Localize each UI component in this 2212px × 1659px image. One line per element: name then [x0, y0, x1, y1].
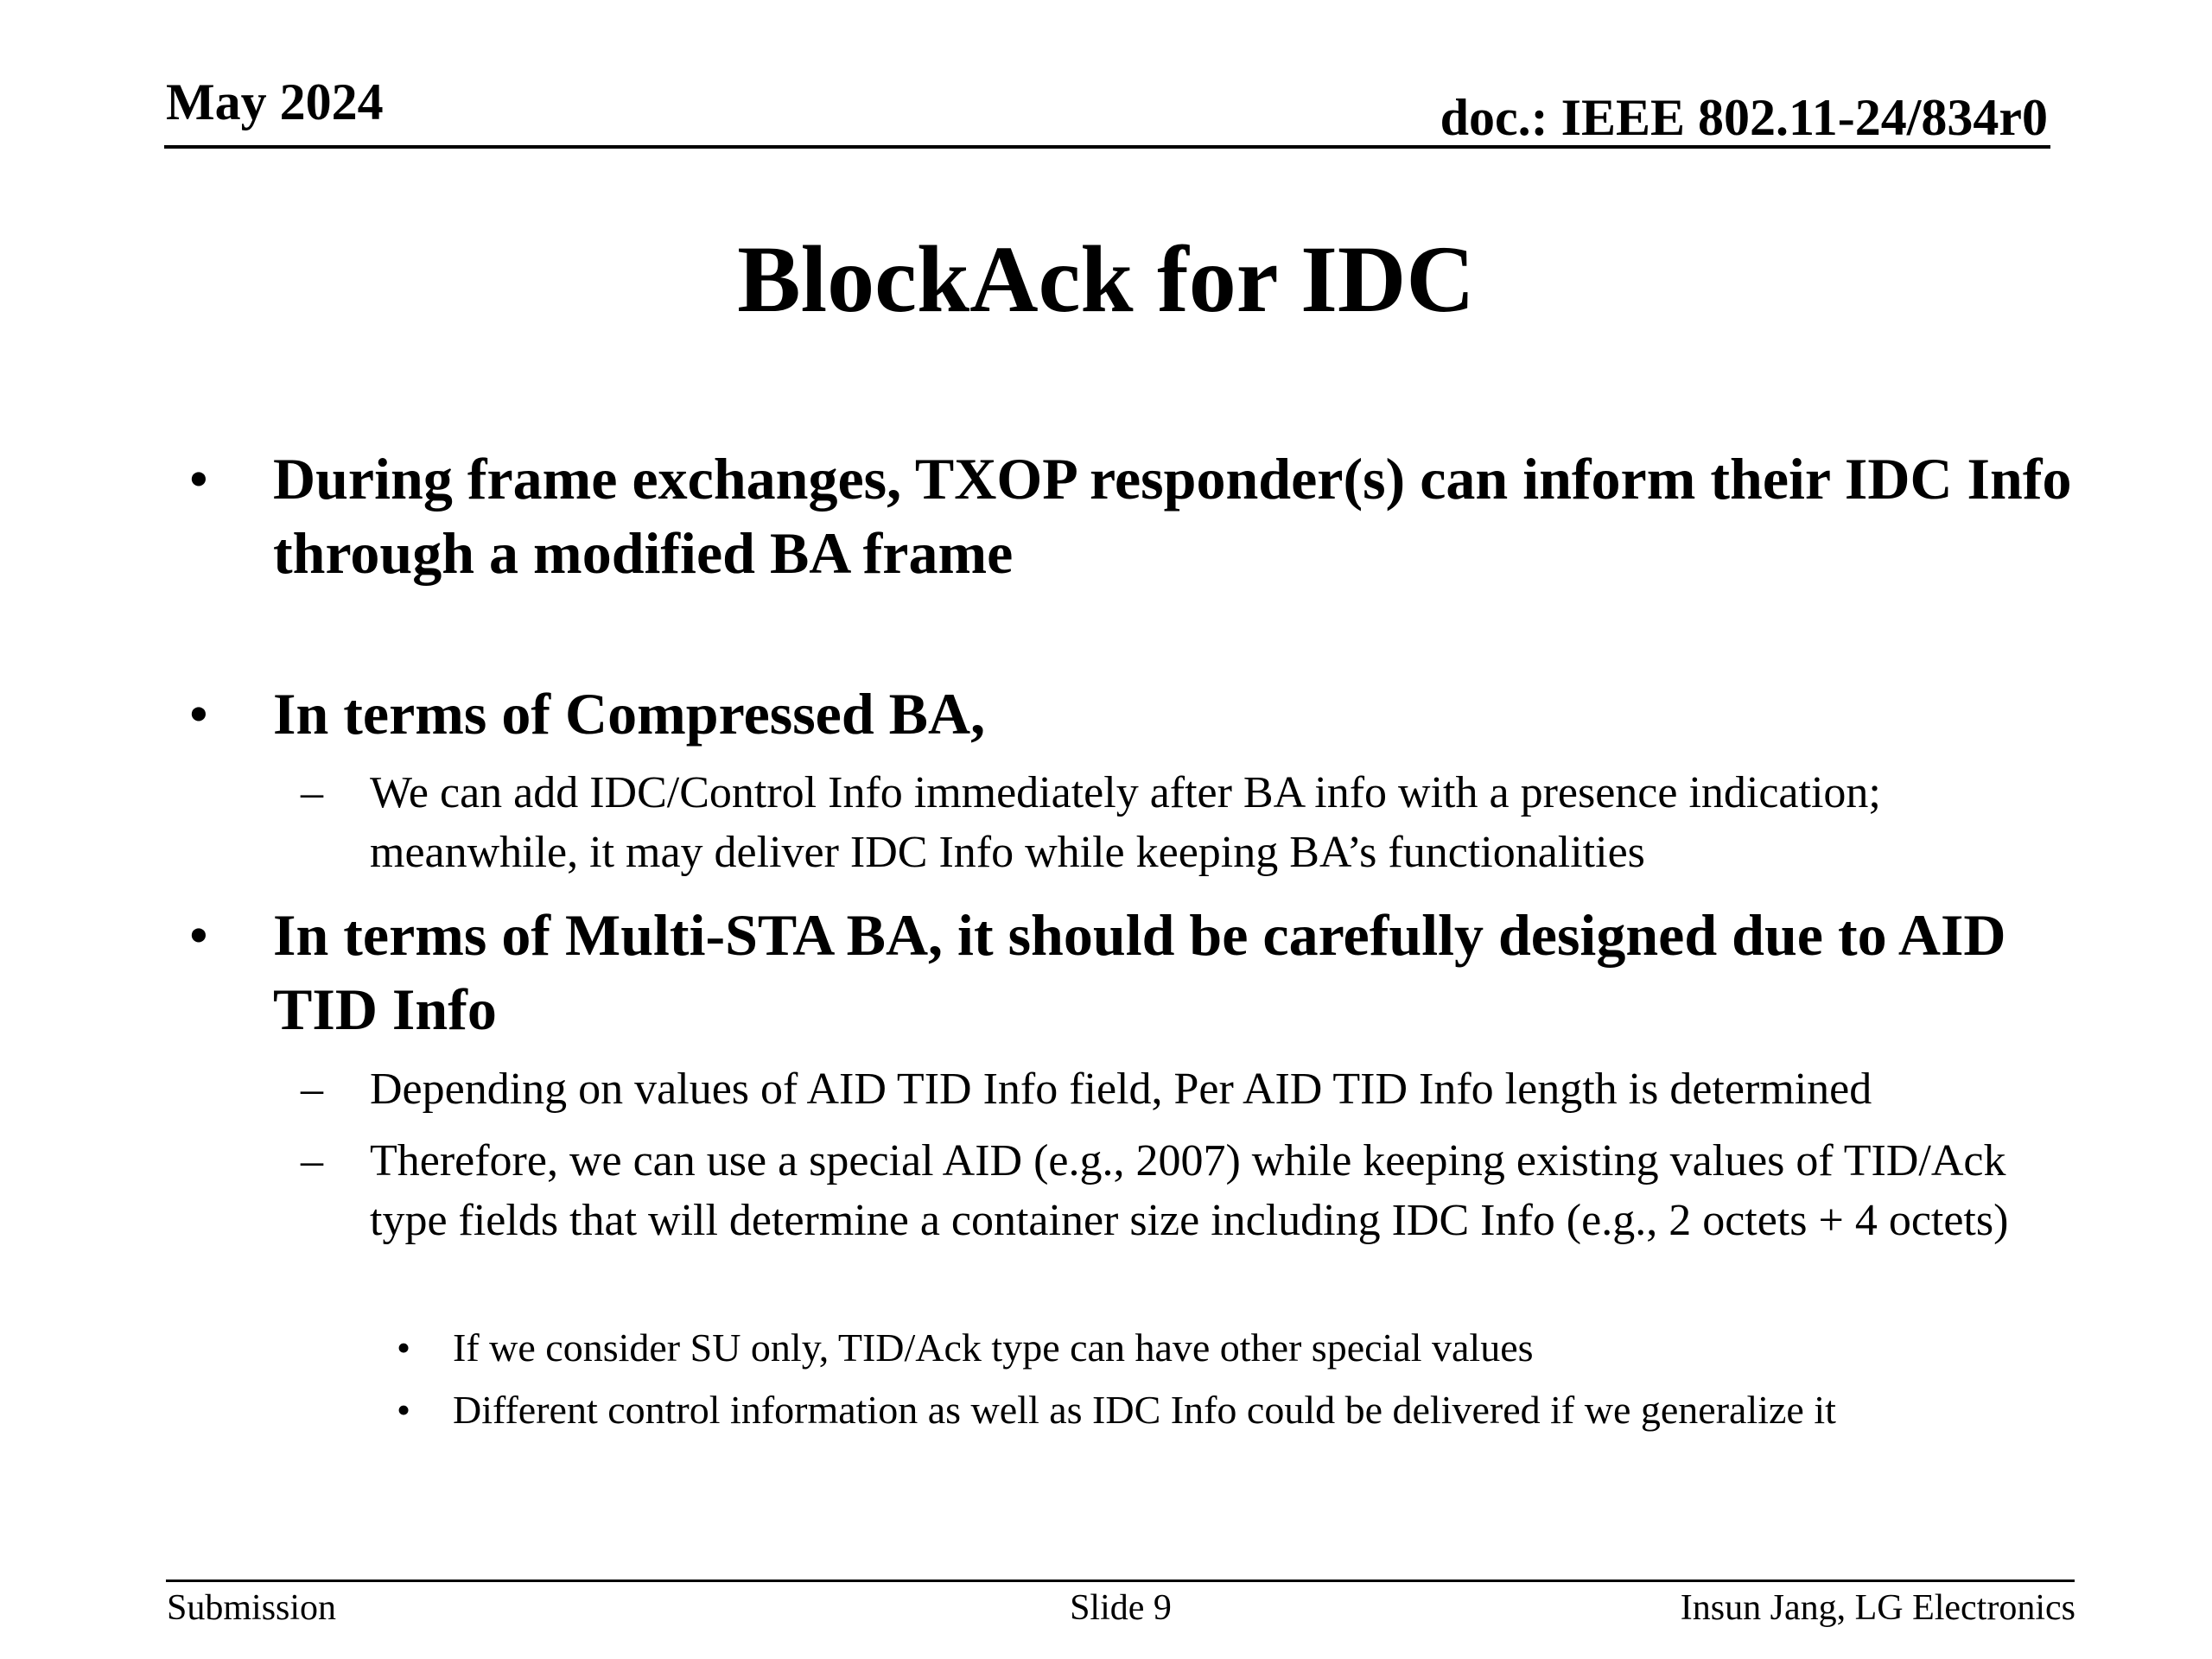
- sub-bullet-item: [301, 1059, 2063, 1119]
- sub-bullet-item: [301, 763, 2063, 882]
- sub-sub-bullet-text: Different control information as well as IDC Info could be delivered if we generalize it: [453, 1388, 1836, 1432]
- sub-sub-bullet-text: If we consider SU only, TID/Ack type can have other special values: [453, 1325, 1534, 1370]
- bullet-text: During frame exchanges, TXOP responder(s) can inform their IDC Info through a modified BA frame: [273, 446, 2072, 586]
- bullet-icon: •: [397, 1325, 411, 1370]
- bullet-icon: •: [188, 446, 209, 512]
- footer-author: Insun Jang, LG Electronics: [1680, 1588, 2075, 1628]
- footer-divider: [166, 1580, 2075, 1582]
- header-divider: [164, 145, 2050, 149]
- sub-bullet-text: Depending on values of AID TID Info field, Per AID TID Info length is determined: [370, 1065, 1872, 1114]
- bullet-item: [188, 677, 2079, 751]
- header-date: May 2024: [166, 73, 384, 130]
- sub-bullet-text: We can add IDC/Control Info immediately after BA info with a presence indication; meanwhile, it may deliver IDC Info while keeping BA’s functionalities: [370, 768, 1881, 877]
- dash-icon: –: [301, 1065, 323, 1114]
- footer-submission: Submission: [167, 1588, 337, 1628]
- bullet-item: [188, 442, 2079, 590]
- sub-sub-bullet-item: [397, 1320, 2060, 1376]
- dash-icon: –: [301, 1136, 323, 1185]
- bullet-item: [188, 898, 2079, 1046]
- bullet-text: In terms of Compressed BA,: [273, 681, 986, 747]
- bullet-icon: •: [188, 902, 209, 968]
- dash-icon: –: [301, 768, 323, 817]
- sub-bullet-item: [301, 1131, 2063, 1250]
- sub-sub-bullet-item: [397, 1382, 2060, 1438]
- slide-number: Slide 9: [1070, 1588, 1172, 1628]
- bullet-text: In terms of Multi-STA BA, it should be carefully designed due to AID TID Info: [273, 902, 2006, 1042]
- sub-bullet-text: Therefore, we can use a special AID (e.g., 2007) while keeping existing values of TID/Ack type fields that will determine a container size including IDC Info (e.g., 2 octets + 4 octets): [370, 1136, 2009, 1245]
- slide-title: BlockAck for IDC: [737, 226, 1475, 332]
- document-id: doc.: IEEE 802.11-24/834r0: [1440, 89, 2048, 146]
- bullet-icon: •: [188, 681, 209, 747]
- bullet-icon: •: [397, 1388, 411, 1432]
